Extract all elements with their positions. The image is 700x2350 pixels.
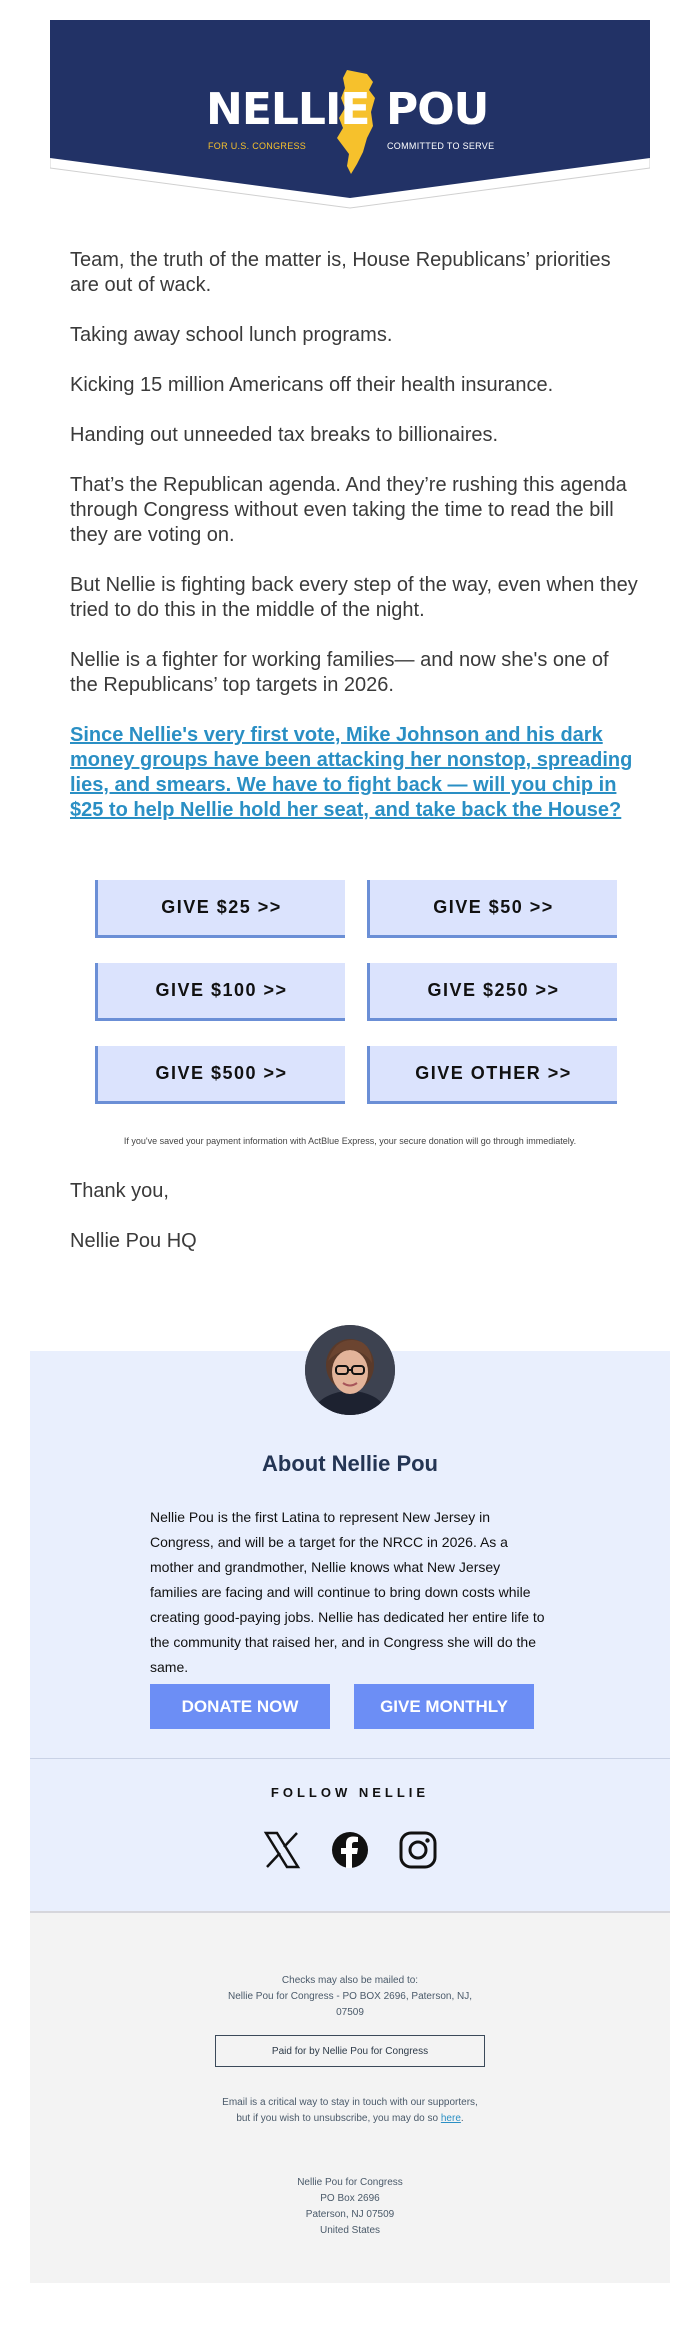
campaign-logo [50, 60, 650, 170]
follow-section [30, 1758, 670, 1914]
follow-title: FOLLOW NELLIE [270, 1785, 430, 1800]
about-section [30, 1351, 670, 1758]
signoff-signature: Nellie Pou HQ [70, 1230, 197, 1252]
about-text: Nellie Pou is the first Latina to represent New Jersey in Congress, and will be a target for the NRCC in 2026. As a mother and grandmother, Nellie knows what New Jersey families are facing and will continue to bring down costs while creating good-paying jobs. Nellie has dedicated her entire life to the community that raised her, and in Congress she will do the same. [150, 1509, 545, 1675]
unsubscribe-suffix: . [460, 2113, 464, 2124]
footer [30, 1913, 670, 2283]
give-25-button[interactable]: GIVE $25 >> [95, 880, 345, 938]
give-500-button[interactable]: GIVE $500 >> [95, 1046, 345, 1104]
give-100-button[interactable]: GIVE $100 >> [95, 963, 345, 1021]
footer-address-line: Paterson, NJ 07509 [305, 2209, 395, 2220]
email-body [70, 248, 640, 823]
body-paragraph: Nellie is a fighter for working families— and now she's one of the Republicans’ top targets in 2026. [70, 649, 609, 696]
footer-address-line: Nellie Pou for Congress [297, 2177, 403, 2188]
body-paragraph: Kicking 15 million Americans off their health insurance. [70, 374, 554, 396]
paid-for-disclaimer: Paid for by Nellie Pou for Congress [215, 2035, 485, 2067]
donate-now-button[interactable]: DONATE NOW [150, 1684, 330, 1729]
x-icon[interactable] [262, 1830, 302, 1870]
logo-last-name: POU [386, 84, 489, 135]
checks-mail-label: Checks may also be mailed to: [281, 1975, 419, 1986]
facebook-icon[interactable] [330, 1830, 370, 1870]
footer-address-line: PO Box 2696 [320, 2193, 380, 2204]
logo-subtitle-committed: COMMITTED TO SERVE [387, 141, 495, 151]
actblue-express-note: If you've saved your payment information with ActBlue Express, your secure donation will go through immediately. [123, 1136, 577, 1146]
give-other-button[interactable]: GIVE OTHER >> [367, 1046, 617, 1104]
give-250-button[interactable]: GIVE $250 >> [367, 963, 617, 1021]
candidate-portrait [305, 1325, 395, 1415]
give-monthly-button[interactable]: GIVE MONTHLY [354, 1684, 534, 1729]
checks-mail-address: Nellie Pou for Congress - PO BOX 2696, Paterson, NJ, 07509 [228, 1991, 472, 2018]
logo-first-name: NELLIE [206, 84, 370, 135]
header-banner [50, 20, 650, 210]
signoff-thanks: Thank you, [70, 1180, 169, 1202]
unsubscribe-text [215, 2095, 485, 2127]
body-paragraph: That’s the Republican agenda. And they’re rushing this agenda through Congress without even taking the time to read the bill they are voting on. [70, 474, 627, 546]
body-paragraph: Handing out unneeded tax breaks to billionaires. [70, 424, 499, 446]
body-paragraph: Taking away school lunch programs. [70, 324, 393, 346]
body-paragraph: But Nellie is fighting back every step of the way, even when they tried to do this in the middle of the night. [70, 574, 638, 621]
donate-cta-link[interactable]: Since Nellie's very first vote, Mike Johnson and his dark money groups have been attacking her nonstop, spreading lies, and smears. We have to fight back — will you chip in $25 to help Nellie hold her seat, and take back the House? [70, 724, 633, 821]
unsubscribe-prefix: Email is a critical way to stay in touch with our supporters, but if you wish to unsubscribe, you may do so [222, 2097, 478, 2124]
avatar [305, 1325, 395, 1415]
body-paragraph: Team, the truth of the matter is, House Republicans’ priorities are out of wack. [70, 249, 611, 296]
logo-subtitle-congress: FOR U.S. CONGRESS [208, 141, 307, 151]
instagram-icon[interactable] [398, 1830, 438, 1870]
give-50-button[interactable]: GIVE $50 >> [367, 880, 617, 938]
about-title: About Nellie Pou [262, 1451, 438, 1476]
footer-address-line: United States [319, 2225, 381, 2236]
unsubscribe-link[interactable]: here [440, 2113, 461, 2124]
